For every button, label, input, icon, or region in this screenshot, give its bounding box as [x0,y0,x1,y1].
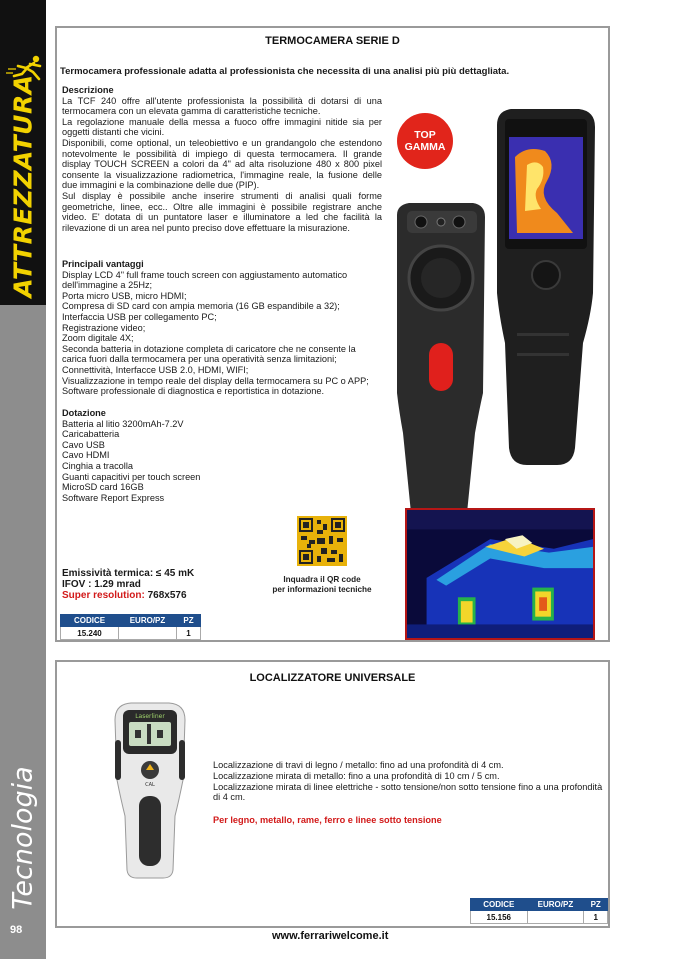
advantage-item: Connettività, Interfacce USB 2.0, HDMI, WIFI; [62,364,249,375]
qr-caption-line: Inquadra il QR code [283,575,361,584]
advantages-heading: Principali vantaggi [62,259,144,269]
equipment-item: Software Report Express [62,492,165,503]
cell-code: 15.240 [61,627,119,640]
equipment-item: Guanti capacitivi per touch screen [62,471,201,482]
equipment-item: Caricabatteria [62,429,120,440]
page-number: 98 [10,924,23,936]
description-section [62,85,382,233]
section-label: Tecnologia [7,766,39,910]
cell-price [527,911,584,924]
badge-line: GAMMA [404,141,446,153]
advantage-item: Visualizzazione in tempo reale del display della termocamera su PC o APP; [62,375,369,386]
qr-caption [262,575,382,595]
col-header-qty: PZ [584,899,608,911]
badge-line: TOP [414,129,436,141]
table-row [61,627,201,640]
advantage-item: Registrazione video; [62,322,146,333]
cell-code: 15.156 [471,911,528,924]
equipment-heading: Dotazione [62,408,106,418]
advantage-item: Porta micro USB, micro HDMI; [62,290,187,301]
feature-item: Localizzazione mirata di metallo: fino a una profondità di 10 cm / 5 cm. [213,770,500,781]
spec-super-resolution [62,590,194,601]
sidebar [0,0,46,959]
locator-brand-text: Laserliner [135,713,165,720]
spec-ifov: IFOV : 1.29 mrad [62,579,141,590]
product-subtitle: Termocamera professionale adatta al professionista che necessita di una analisi più più dettagliata. [60,66,510,77]
category-label: ATTREZZATURA [8,74,38,298]
footer-website-link[interactable]: www.ferrariwelcome.it [272,930,389,942]
locator-cal-text: CAL [145,782,155,788]
col-header-code: CODICE [471,899,528,911]
spec-super-label: Super resolution: [62,590,145,601]
feature-item: Localizzazione di travi di legno / metallo: fino ad una profondità di 4 cm. [213,760,504,770]
price-table [470,898,608,924]
qr-code[interactable] [297,516,347,566]
col-header-code: CODICE [61,615,119,627]
qr-caption-line: per informazioni tecniche [272,585,372,594]
spec-super-value: 768x576 [144,590,187,601]
advantages-section [62,259,382,397]
product-title: TERMOCAMERA SERIE D [265,35,400,47]
description-paragraph: Sul display è possibile anche inserire strumenti di analisi quali forme geometriche, linee, ecc.. Oltre alle immagini è possibile registrare anche video. E' dotata di un puntatore laser e illuminatore a led che facilità la rilevazione di un area nel punto preciso dove effettuare la misurazione. [62,190,382,233]
equipment-item: MicroSD card 16GB [62,482,144,493]
equipment-item: Cavo HDMI [62,450,110,461]
col-header-price: EURO/PZ [119,615,177,627]
spec-emissivity: Emissività termica: ≤ 45 mK [62,568,195,579]
equipment-item: Cinghia a tracolla [62,460,133,471]
specs-block [62,568,194,601]
cell-qty: 1 [584,911,608,924]
equipment-item: Batteria al litio 3200mAh-7.2V [62,418,184,429]
locator-device-image [109,700,191,880]
top-gamma-badge [397,113,453,169]
cell-price [119,627,177,640]
advantage-item: Seconda batteria in dotazione completa di caricatore che ne consente la carica fuori dalla termocamera per una operatività senza limitazioni; [62,343,356,365]
description-paragraph: La regolazione manuale della messa a fuoco offre immagini nitide sia per oggetti distanti che vicini. [62,116,382,138]
table-row [471,911,608,924]
col-header-price: EURO/PZ [527,899,584,911]
advantage-item: Zoom digitale 4X; [62,333,134,344]
price-table [60,614,201,640]
advantage-item: Interfaccia USB per collegamento PC; [62,311,217,322]
cell-qty: 1 [177,627,201,640]
advantage-item: Display LCD 4" full frame touch screen con aggiustamento automatico dell'immagine a 25Hz; [62,269,348,291]
product-card-termocamera [55,26,610,642]
equipment-section [62,408,382,503]
locator-highlight: Per legno, metallo, rame, ferro e linee sotto tensione [213,815,442,825]
feature-item: Localizzazione mirata di linee elettriche - sotto tensione/non sotto tensione fino a una profondità di 4 cm. [213,781,603,803]
description-paragraph: La TCF 240 offre all'utente professionista la possibilità di dotarsi di una termocamera con un elevata gamma di caratteristiche tecniche. [62,95,382,117]
sidebar-category-band [0,0,46,305]
product-title: LOCALIZZATORE UNIVERSALE [249,672,416,684]
advantage-item: Software professionale di diagnostica e reportistica in dotazione. [62,386,324,397]
locator-features [213,760,605,803]
col-header-qty: PZ [177,615,201,627]
product-card-localizzatore [55,660,610,928]
advantage-item: Compresa di SD card con ampia memoria (16 GB espandibile a 32); [62,301,340,312]
description-heading: Descrizione [62,85,114,95]
description-paragraph: Disponibili, come optional, un teleobiettivo e un grandangolo che estendono notevolmente le possibilità di impiego di questa termocamera. Il grande display TOUCH SCREEN a colori da 4" ad alta risoluzione 480 x 800 pixel consente la visualizzazione radiometrica, l'immagine reale, la fusione delle due immagini e la combinazione delle due (PIP). [62,137,382,191]
thermal-house-image [405,508,595,640]
equipment-item: Cavo USB [62,439,105,450]
